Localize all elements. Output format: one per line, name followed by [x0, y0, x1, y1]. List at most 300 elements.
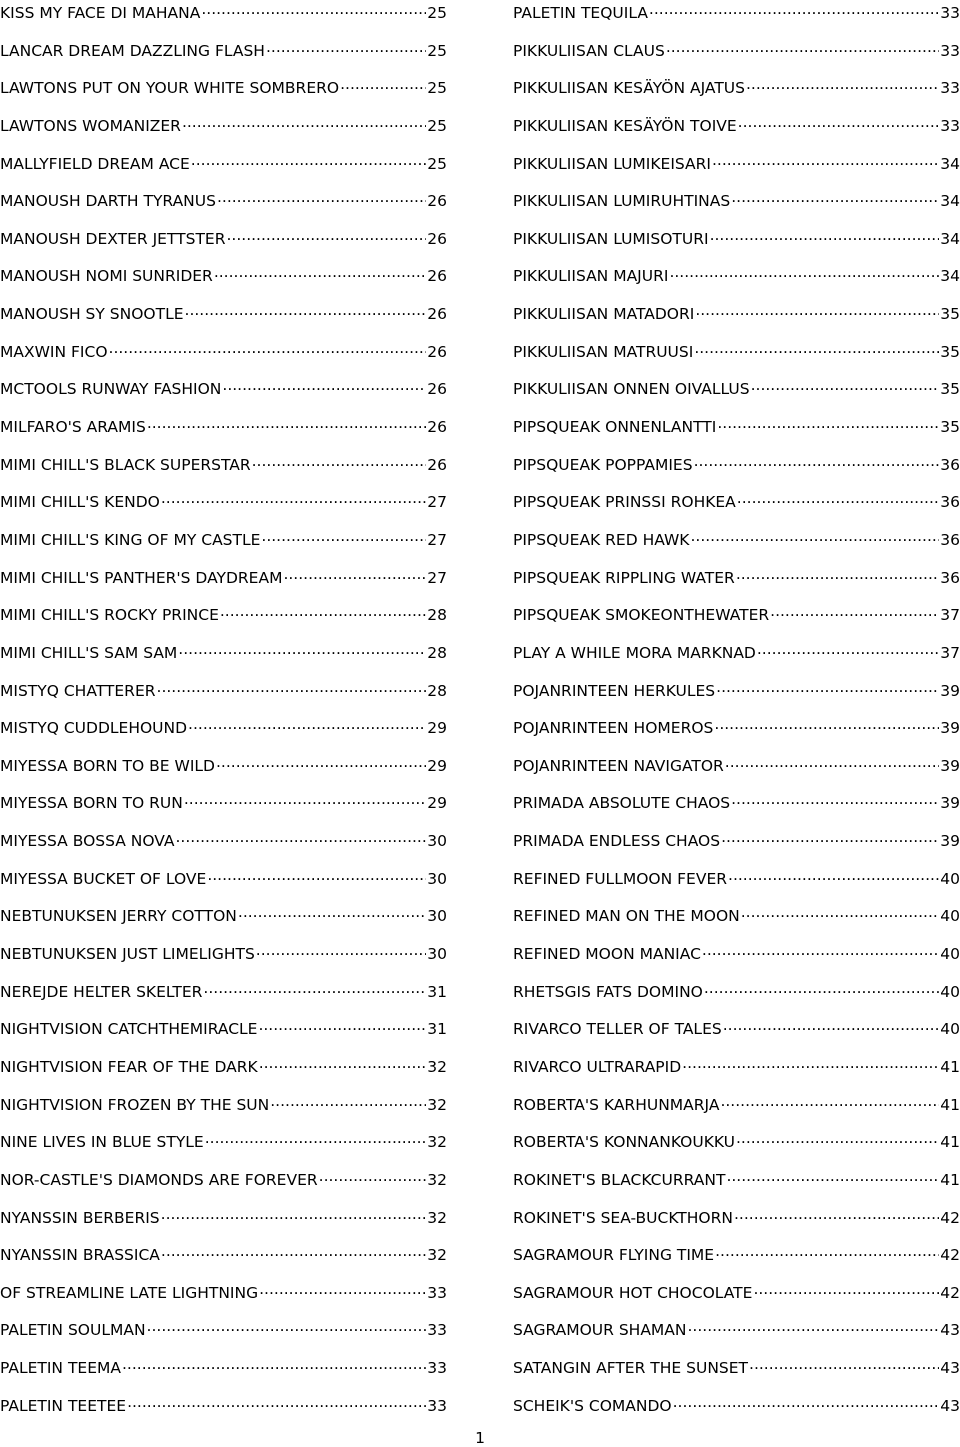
dot-leader [749, 1355, 939, 1373]
entry-name: ROBERTA'S KONNANKOUKKU [513, 1133, 735, 1152]
entry-name: PIKKULIISAN KESÄYÖN TOIVE [513, 116, 737, 135]
entry-name: POJANRINTEEN HERKULES [513, 681, 716, 700]
dot-leader [669, 263, 939, 281]
index-entry [513, 602, 960, 640]
dot-leader [688, 1317, 940, 1335]
index-entry [0, 1205, 447, 1243]
index-entry [0, 1317, 447, 1355]
entry-page-number: 32 [427, 1095, 447, 1114]
entry-name: REFINED MAN ON THE MOON [513, 907, 740, 926]
entry-name: PIPSQUEAK POPPAMIES [513, 455, 693, 474]
entry-page-number: 28 [427, 643, 447, 662]
index-entry [0, 376, 447, 414]
entry-page-number: 42 [940, 1283, 960, 1302]
entry-page-number: 40 [940, 982, 960, 1001]
entry-name: MANOUSH DEXTER JETTSTER [0, 229, 226, 248]
index-entry [0, 452, 447, 490]
entry-page-number: 26 [427, 342, 447, 361]
index-entry [0, 678, 447, 716]
dot-leader [184, 790, 426, 808]
dot-leader [161, 1205, 427, 1223]
entry-name: NEBTUNUKSEN JUST LIMELIGHTS [0, 945, 255, 964]
index-entry [513, 0, 960, 38]
index-entry [513, 1280, 960, 1318]
entry-page-number: 29 [427, 756, 447, 775]
entry-page-number: 25 [427, 79, 447, 98]
entry-page-number: 26 [427, 305, 447, 324]
entry-name: MISTYQ CHATTERER [0, 681, 156, 700]
entry-name: PIPSQUEAK ONNENLANTTI [513, 418, 717, 437]
entry-name: REFINED FULLMOON FEVER [513, 869, 728, 888]
index-entry [0, 0, 447, 38]
dot-leader [157, 678, 427, 696]
entry-page-number: 26 [427, 267, 447, 286]
dot-leader [728, 866, 939, 884]
index-entry [513, 678, 960, 716]
entry-name: PIPSQUEAK SMOKEONTHEWATER [513, 606, 770, 625]
dot-leader [109, 339, 427, 357]
entry-page-number: 35 [940, 418, 960, 437]
entry-name: PIKKULIISAN MATADORI [513, 305, 695, 324]
entry-page-number: 40 [940, 1020, 960, 1039]
entry-page-number: 36 [940, 455, 960, 474]
dot-leader [704, 979, 939, 997]
entry-name: SCHEIK'S COMANDO [513, 1396, 672, 1415]
index-entry [0, 828, 447, 866]
dot-leader [723, 1016, 940, 1034]
entry-name: LAWTONS WOMANIZER [0, 116, 181, 135]
index-entry [0, 527, 447, 565]
index-entry [513, 75, 960, 113]
entry-page-number: 25 [427, 4, 447, 22]
entry-name: MIMI CHILL'S ROCKY PRINCE [0, 606, 219, 625]
entry-page-number: 33 [940, 41, 960, 60]
index-entry [0, 753, 447, 791]
entry-name: MAXWIN FICO [0, 342, 108, 361]
index-entry [0, 151, 447, 189]
dot-leader [736, 1129, 939, 1147]
entry-page-number: 26 [427, 418, 447, 437]
entry-page-number: 32 [427, 1133, 447, 1152]
entry-name: PIKKULIISAN LUMIRUHTINAS [513, 192, 731, 211]
index-entry [513, 527, 960, 565]
dot-leader [702, 941, 939, 959]
entry-name: SATANGIN AFTER THE SUNSET [513, 1359, 749, 1378]
entry-name: PIKKULIISAN MATRUUSI [513, 342, 694, 361]
dot-leader [216, 753, 426, 771]
dot-leader [259, 1280, 426, 1298]
index-entry [0, 263, 447, 301]
dot-leader [682, 1054, 939, 1072]
dot-leader [340, 75, 426, 93]
dot-leader [770, 602, 939, 620]
entry-page-number: 30 [427, 945, 447, 964]
entry-name: MALLYFIELD DREAM ACE [0, 154, 190, 173]
page-number: 1 [475, 1429, 485, 1447]
dot-leader [270, 1092, 426, 1110]
entry-name: PIKKULIISAN CLAUS [513, 41, 665, 60]
entry-page-number: 42 [940, 1208, 960, 1227]
index-entry [513, 565, 960, 603]
index-entry [513, 1393, 960, 1431]
entry-page-number: 36 [940, 493, 960, 512]
entry-name: POJANRINTEEN NAVIGATOR [513, 756, 724, 775]
entry-page-number: 30 [427, 869, 447, 888]
dot-leader [176, 828, 427, 846]
entry-name: MCTOOLS RUNWAY FASHION [0, 380, 222, 399]
index-entry [513, 790, 960, 828]
index-entry [0, 113, 447, 151]
index-entry [0, 1242, 447, 1280]
dot-leader [746, 75, 939, 93]
dot-leader [203, 979, 426, 997]
entry-page-number: 34 [940, 192, 960, 211]
dot-leader [712, 151, 939, 169]
index-entry [513, 753, 960, 791]
entry-page-number: 41 [940, 1133, 960, 1152]
entry-name: MANOUSH SY SNOOTLE [0, 305, 184, 324]
entry-page-number: 26 [427, 229, 447, 248]
dot-leader [649, 0, 939, 18]
entry-name: NIGHTVISION FEAR OF THE DARK [0, 1057, 258, 1076]
entry-name: PRIMADA ABSOLUTE CHAOS [513, 794, 731, 813]
index-entry [0, 1167, 447, 1205]
entry-name: MILFARO'S ARAMIS [0, 418, 146, 437]
entry-page-number: 35 [940, 342, 960, 361]
index-entry [513, 301, 960, 339]
entry-page-number: 39 [940, 794, 960, 813]
entry-page-number: 40 [940, 945, 960, 964]
entry-page-number: 32 [427, 1170, 447, 1189]
index-entry [0, 565, 447, 603]
index-entry [513, 903, 960, 941]
dot-leader [734, 1205, 939, 1223]
entry-page-number: 29 [427, 794, 447, 813]
entry-page-number: 39 [940, 756, 960, 775]
index-entry [513, 715, 960, 753]
entry-name: ROKINET'S SEA-BUCKTHORN [513, 1208, 733, 1227]
entry-page-number: 33 [940, 4, 960, 22]
entry-page-number: 42 [940, 1246, 960, 1265]
entry-page-number: 26 [427, 192, 447, 211]
dot-leader [666, 38, 939, 56]
dot-leader [715, 1242, 939, 1260]
index-entry [0, 941, 447, 979]
index-entry [0, 38, 447, 76]
entry-page-number: 35 [940, 380, 960, 399]
dot-leader [205, 1129, 427, 1147]
entry-page-number: 28 [427, 606, 447, 625]
index-entry [0, 1129, 447, 1167]
entry-page-number: 25 [427, 41, 447, 60]
entry-name: PALETIN TEETEE [0, 1396, 127, 1415]
entry-page-number: 30 [427, 832, 447, 851]
entry-name: SAGRAMOUR SHAMAN [513, 1321, 687, 1340]
entry-name: NEREJDE HELTER SKELTER [0, 982, 203, 1001]
dot-leader [191, 151, 426, 169]
index-entry [0, 602, 447, 640]
entry-name: NIGHTVISION CATCHTHEMIRACLE [0, 1020, 258, 1039]
index-entry [513, 151, 960, 189]
entry-page-number: 36 [940, 530, 960, 549]
index-entry [513, 414, 960, 452]
entry-name: PIPSQUEAK RIPPLING WATER [513, 568, 735, 587]
dot-leader [258, 1016, 426, 1034]
entry-page-number: 33 [427, 1359, 447, 1378]
index-entry [0, 790, 447, 828]
entry-page-number: 32 [427, 1057, 447, 1076]
dot-leader [694, 452, 940, 470]
entry-name: PALETIN TEEMA [0, 1359, 121, 1378]
entry-name: ROBERTA'S KARHUNMARJA [513, 1095, 720, 1114]
index-entry [0, 188, 447, 226]
dot-leader [710, 226, 940, 244]
dot-leader [716, 678, 939, 696]
index-entry [0, 903, 447, 941]
index-entry [513, 376, 960, 414]
index-entry [513, 640, 960, 678]
entry-page-number: 27 [427, 568, 447, 587]
dot-leader [725, 753, 939, 771]
index-entry [0, 1016, 447, 1054]
entry-name: PIPSQUEAK RED HAWK [513, 530, 690, 549]
entry-name: OF STREAMLINE LATE LIGHTNING [0, 1283, 259, 1302]
index-entry [513, 1016, 960, 1054]
entry-name: PLAY A WHILE MORA MARKNAD [513, 643, 756, 662]
dot-leader [751, 376, 940, 394]
entry-page-number: 25 [427, 116, 447, 135]
entry-name: MIMI CHILL'S KENDO [0, 493, 160, 512]
entry-page-number: 40 [940, 907, 960, 926]
index-entry [0, 301, 447, 339]
entry-page-number: 29 [427, 719, 447, 738]
dot-leader [757, 640, 939, 658]
entry-name: PIKKULIISAN MAJURI [513, 267, 669, 286]
entry-page-number: 40 [940, 869, 960, 888]
entry-name: LAWTONS PUT ON YOUR WHITE SOMBRERO [0, 79, 340, 98]
entry-name: MISTYQ CUDDLEHOUND [0, 719, 188, 738]
dot-leader [147, 1317, 427, 1335]
entry-name: MIMI CHILL'S SAM SAM [0, 643, 178, 662]
dot-leader [188, 715, 426, 733]
dot-leader [737, 489, 939, 507]
dot-leader [695, 301, 939, 319]
entry-page-number: 41 [940, 1170, 960, 1189]
entry-name: MIYESSA BORN TO RUN [0, 794, 183, 813]
index-entry [0, 979, 447, 1017]
entry-page-number: 26 [427, 380, 447, 399]
index-entry [513, 828, 960, 866]
index-entry [513, 1054, 960, 1092]
entry-name: PALETIN SOULMAN [0, 1321, 146, 1340]
dot-leader [122, 1355, 426, 1373]
entry-page-number: 41 [940, 1095, 960, 1114]
entry-page-number: 28 [427, 681, 447, 700]
entry-page-number: 33 [427, 1396, 447, 1415]
entry-page-number: 43 [940, 1359, 960, 1378]
dot-leader [226, 226, 426, 244]
entry-name: NEBTUNUKSEN JERRY COTTON [0, 907, 237, 926]
dot-leader [127, 1393, 426, 1411]
index-entry [0, 339, 447, 377]
entry-name: POJANRINTEEN HOMEROS [513, 719, 714, 738]
entry-name: NYANSSIN BRASSICA [0, 1246, 160, 1265]
entry-name: PIKKULIISAN ONNEN OIVALLUS [513, 380, 750, 399]
index-entry [513, 226, 960, 264]
index-entry [0, 715, 447, 753]
index-entry [513, 339, 960, 377]
entry-page-number: 36 [940, 568, 960, 587]
dot-leader [266, 38, 426, 56]
entry-page-number: 26 [427, 455, 447, 474]
entry-page-number: 30 [427, 907, 447, 926]
entry-page-number: 34 [940, 229, 960, 248]
entry-name: PRIMADA ENDLESS CHAOS [513, 832, 721, 851]
entry-page-number: 32 [427, 1208, 447, 1227]
entry-name: MIYESSA BORN TO BE WILD [0, 756, 215, 775]
index-entry [513, 263, 960, 301]
dot-leader [741, 903, 940, 921]
index-entry [0, 226, 447, 264]
index-entry [513, 1242, 960, 1280]
entry-name: PIKKULIISAN LUMISOTURI [513, 229, 709, 248]
entry-name: MIYESSA BOSSA NOVA [0, 832, 175, 851]
entry-name: RIVARCO TELLER OF TALES [513, 1020, 722, 1039]
entry-page-number: 41 [940, 1057, 960, 1076]
entry-name: RIVARCO ULTRARAPID [513, 1057, 682, 1076]
dot-leader [673, 1393, 940, 1411]
dot-leader [731, 188, 939, 206]
dot-leader [319, 1167, 427, 1185]
index-entry [513, 113, 960, 151]
entry-name: PIKKULIISAN LUMIKEISARI [513, 154, 711, 173]
index-entry [0, 1280, 447, 1318]
index-entry [513, 1355, 960, 1393]
dot-leader [753, 1280, 939, 1298]
index-entry [513, 941, 960, 979]
index-entry [0, 489, 447, 527]
dot-leader [161, 1242, 426, 1260]
dot-leader [222, 376, 426, 394]
index-entry [513, 866, 960, 904]
entry-page-number: 27 [427, 493, 447, 512]
dot-leader [201, 0, 426, 18]
entry-name: MANOUSH DARTH TYRANUS [0, 192, 216, 211]
entry-name: SAGRAMOUR FLYING TIME [513, 1246, 715, 1265]
entry-page-number: 33 [940, 116, 960, 135]
index-entry [0, 414, 447, 452]
entry-name: NYANSSIN BERBERIS [0, 1208, 160, 1227]
index-column-right [513, 0, 960, 1430]
entry-page-number: 39 [940, 832, 960, 851]
dot-leader [217, 188, 426, 206]
entry-page-number: 37 [940, 606, 960, 625]
entry-page-number: 37 [940, 643, 960, 662]
entry-name: MIMI CHILL'S KING OF MY CASTLE [0, 530, 261, 549]
entry-page-number: 25 [427, 154, 447, 173]
index-entry [513, 1092, 960, 1130]
entry-page-number: 31 [427, 982, 447, 1001]
entry-name: LANCAR DREAM DAZZLING FLASH [0, 41, 265, 60]
dot-leader [690, 527, 939, 545]
index-entry [513, 38, 960, 76]
dot-leader [714, 715, 939, 733]
entry-page-number: 33 [427, 1321, 447, 1340]
entry-name: NOR-CASTLE'S DIAMONDS ARE FOREVER [0, 1170, 318, 1189]
index-entry [513, 489, 960, 527]
index-entry [0, 75, 447, 113]
dot-leader [185, 301, 427, 319]
dot-leader [283, 565, 426, 583]
dot-leader [259, 1054, 427, 1072]
dot-leader [207, 866, 426, 884]
dot-leader [147, 414, 426, 432]
dot-leader [161, 489, 426, 507]
index-entry [513, 452, 960, 490]
entry-page-number: 34 [940, 267, 960, 286]
entry-name: SAGRAMOUR HOT CHOCOLATE [513, 1283, 753, 1302]
entry-name: NINE LIVES IN BLUE STYLE [0, 1133, 204, 1152]
entry-name: MIMI CHILL'S PANTHER'S DAYDREAM [0, 568, 283, 587]
index-entry [0, 640, 447, 678]
entry-page-number: 43 [940, 1396, 960, 1415]
dot-leader [726, 1167, 939, 1185]
entry-name: PALETIN TEQUILA [513, 4, 648, 22]
entry-page-number: 39 [940, 719, 960, 738]
entry-page-number: 33 [427, 1283, 447, 1302]
index-entry [0, 866, 447, 904]
entry-page-number: 35 [940, 305, 960, 324]
dot-leader [256, 941, 426, 959]
entry-page-number: 39 [940, 681, 960, 700]
index-entry [0, 1054, 447, 1092]
dot-leader [731, 790, 939, 808]
dot-leader [694, 339, 939, 357]
entry-page-number: 27 [427, 530, 447, 549]
entry-name: ROKINET'S BLACKCURRANT [513, 1170, 726, 1189]
entry-name: RHETSGIS FATS DOMINO [513, 982, 703, 1001]
dot-leader [220, 602, 426, 620]
index-entry [0, 1393, 447, 1431]
entry-name: MANOUSH NOMI SUNRIDER [0, 267, 213, 286]
dot-leader [238, 903, 426, 921]
entry-name: PIKKULIISAN KESÄYÖN AJATUS [513, 79, 745, 98]
dot-leader [214, 263, 426, 281]
entry-name: MIMI CHILL'S BLACK SUPERSTAR [0, 455, 251, 474]
entry-name: KISS MY FACE DI MAHANA [0, 4, 201, 22]
entry-page-number: 43 [940, 1321, 960, 1340]
dot-leader [736, 565, 939, 583]
index-entry [513, 1129, 960, 1167]
entry-page-number: 32 [427, 1246, 447, 1265]
dot-leader [182, 113, 426, 131]
index-entry [513, 188, 960, 226]
index-entry [0, 1355, 447, 1393]
entry-name: MIYESSA BUCKET OF LOVE [0, 869, 207, 888]
entry-page-number: 34 [940, 154, 960, 173]
dot-leader [717, 414, 939, 432]
dot-leader [261, 527, 426, 545]
entry-name: PIPSQUEAK PRINSSI ROHKEA [513, 493, 736, 512]
entry-page-number: 33 [940, 79, 960, 98]
index-entry [513, 1317, 960, 1355]
dot-leader [721, 828, 939, 846]
index-entry [513, 1167, 960, 1205]
dot-leader [720, 1092, 939, 1110]
entry-page-number: 31 [427, 1020, 447, 1039]
index-column-left [0, 0, 447, 1430]
index-entry [513, 1205, 960, 1243]
